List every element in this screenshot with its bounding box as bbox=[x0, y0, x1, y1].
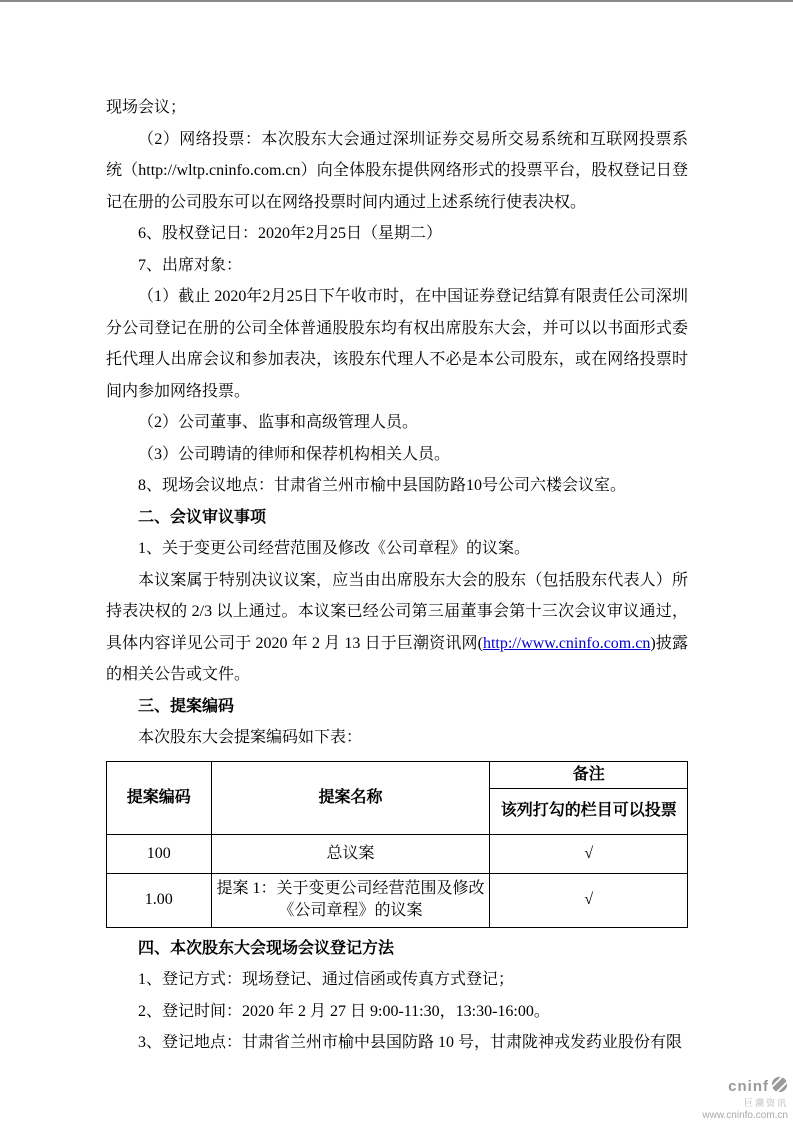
paragraph-special-resolution bbox=[106, 565, 688, 691]
section-heading-4-registration-method: 四、本次股东大会现场会议登记方法 bbox=[138, 939, 395, 957]
document-content bbox=[106, 92, 688, 1059]
cninfo-url-text: www.cninfo.com.cn bbox=[702, 1110, 788, 1122]
cninfo-caption-text: 巨潮资讯 bbox=[743, 1097, 788, 1108]
paragraph-attendees-title: 7、出席对象： bbox=[138, 256, 243, 274]
column-header-proposal-name: 提案名称 bbox=[211, 761, 490, 834]
special-resolution-text-before: 本议案属于特别决议议案，应当由出席股东大会的股东（包括股东代表人）所持表决权的 2/3 以上通过。本议案已经公司第三届董事会第十三次会议审议通过，具体内容详见公司于 2020 年 2 月 13 日于巨潮资讯网( bbox=[106, 571, 688, 652]
cell-proposal-code: 1.00 bbox=[107, 873, 212, 927]
cninfo-logo bbox=[702, 1076, 788, 1121]
special-resolution-text-after: )披露的相关公告或文件。 bbox=[106, 634, 688, 683]
paragraph-network-voting: （2）网络投票：本次股东大会通过深圳证券交易所交易系统和互联网投票系统（http://wltp.cninfo.com.cn）向全体股东提供网络形式的投票平台，股权登记日登记在册的公司股东可以在网络投票时间内通过上述系统行使表决权。 bbox=[106, 130, 688, 211]
proposal-code-table bbox=[106, 761, 688, 928]
paragraph-attendee-directors: （2）公司董事、监事和高级管理人员。 bbox=[138, 414, 419, 431]
column-header-proposal-code: 提案编码 bbox=[107, 761, 212, 834]
cninfo-pinwheel-icon bbox=[771, 1076, 788, 1098]
paragraph-table-intro: 本次股东大会提案编码如下表： bbox=[138, 729, 363, 746]
cninfo-website-link[interactable]: http://www.cninfo.com.cn bbox=[482, 634, 651, 652]
paragraph-attendee-lawyers: （3）公司聘请的律师和保荐机构相关人员。 bbox=[138, 445, 451, 463]
table-header-row bbox=[107, 761, 688, 788]
section-heading-3-proposal-codes: 三、提案编码 bbox=[138, 697, 235, 715]
cell-vote-checkmark: √ bbox=[490, 873, 688, 927]
cninfo-logo-top bbox=[702, 1076, 788, 1098]
section-heading-2-review-items: 二、会议审议事项 bbox=[138, 508, 267, 526]
cell-proposal-name: 提案 1：关于变更公司经营范围及修改《公司章程》的议案 bbox=[211, 873, 490, 927]
cninfo-brand-text: cninf bbox=[728, 1077, 769, 1095]
paragraph-onsite-meeting-continuation: 现场会议； bbox=[106, 99, 187, 116]
paragraph-registration-time: 2、登记时间：2020 年 2 月 27 日 9:00-11:30，13:30-16:00。 bbox=[138, 1002, 550, 1020]
cell-vote-checkmark: √ bbox=[490, 834, 688, 873]
paragraph-proposal-1: 1、关于变更公司经营范围及修改《公司章程》的议案。 bbox=[138, 540, 531, 557]
column-header-remark: 备注 bbox=[490, 761, 688, 788]
paragraph-attendee-shareholders: （1）截止 2020年2月25日下午收市时，在中国证券登记结算有限责任公司深圳分公司登记在册的公司全体普通股股东均有权出席股东大会，并可以以书面形式委托代理人出席会议和参加表决，该股东代理人不必是本公司股东，或在网络投票时间内参加网络投票。 bbox=[106, 288, 688, 400]
cell-proposal-code: 100 bbox=[107, 834, 212, 873]
paragraph-record-date: 6、股权登记日：2020年2月25日（星期二） bbox=[138, 225, 443, 242]
table-row bbox=[107, 873, 688, 927]
paragraph-registration-method: 1、登记方式：现场登记、通过信函或传真方式登记； bbox=[138, 971, 515, 988]
paragraph-meeting-venue: 8、现场会议地点：甘肃省兰州市榆中县国防路10号公司六楼会议室。 bbox=[138, 477, 627, 494]
cell-proposal-name: 总议案 bbox=[211, 834, 490, 873]
column-header-remark-note: 该列打勾的栏目可以投票 bbox=[490, 788, 688, 834]
paragraph-registration-place: 3、登记地点：甘肃省兰州市榆中县国防路 10 号，甘肃陇神戎发药业股份有限 bbox=[138, 1034, 683, 1051]
table-row bbox=[107, 834, 688, 873]
